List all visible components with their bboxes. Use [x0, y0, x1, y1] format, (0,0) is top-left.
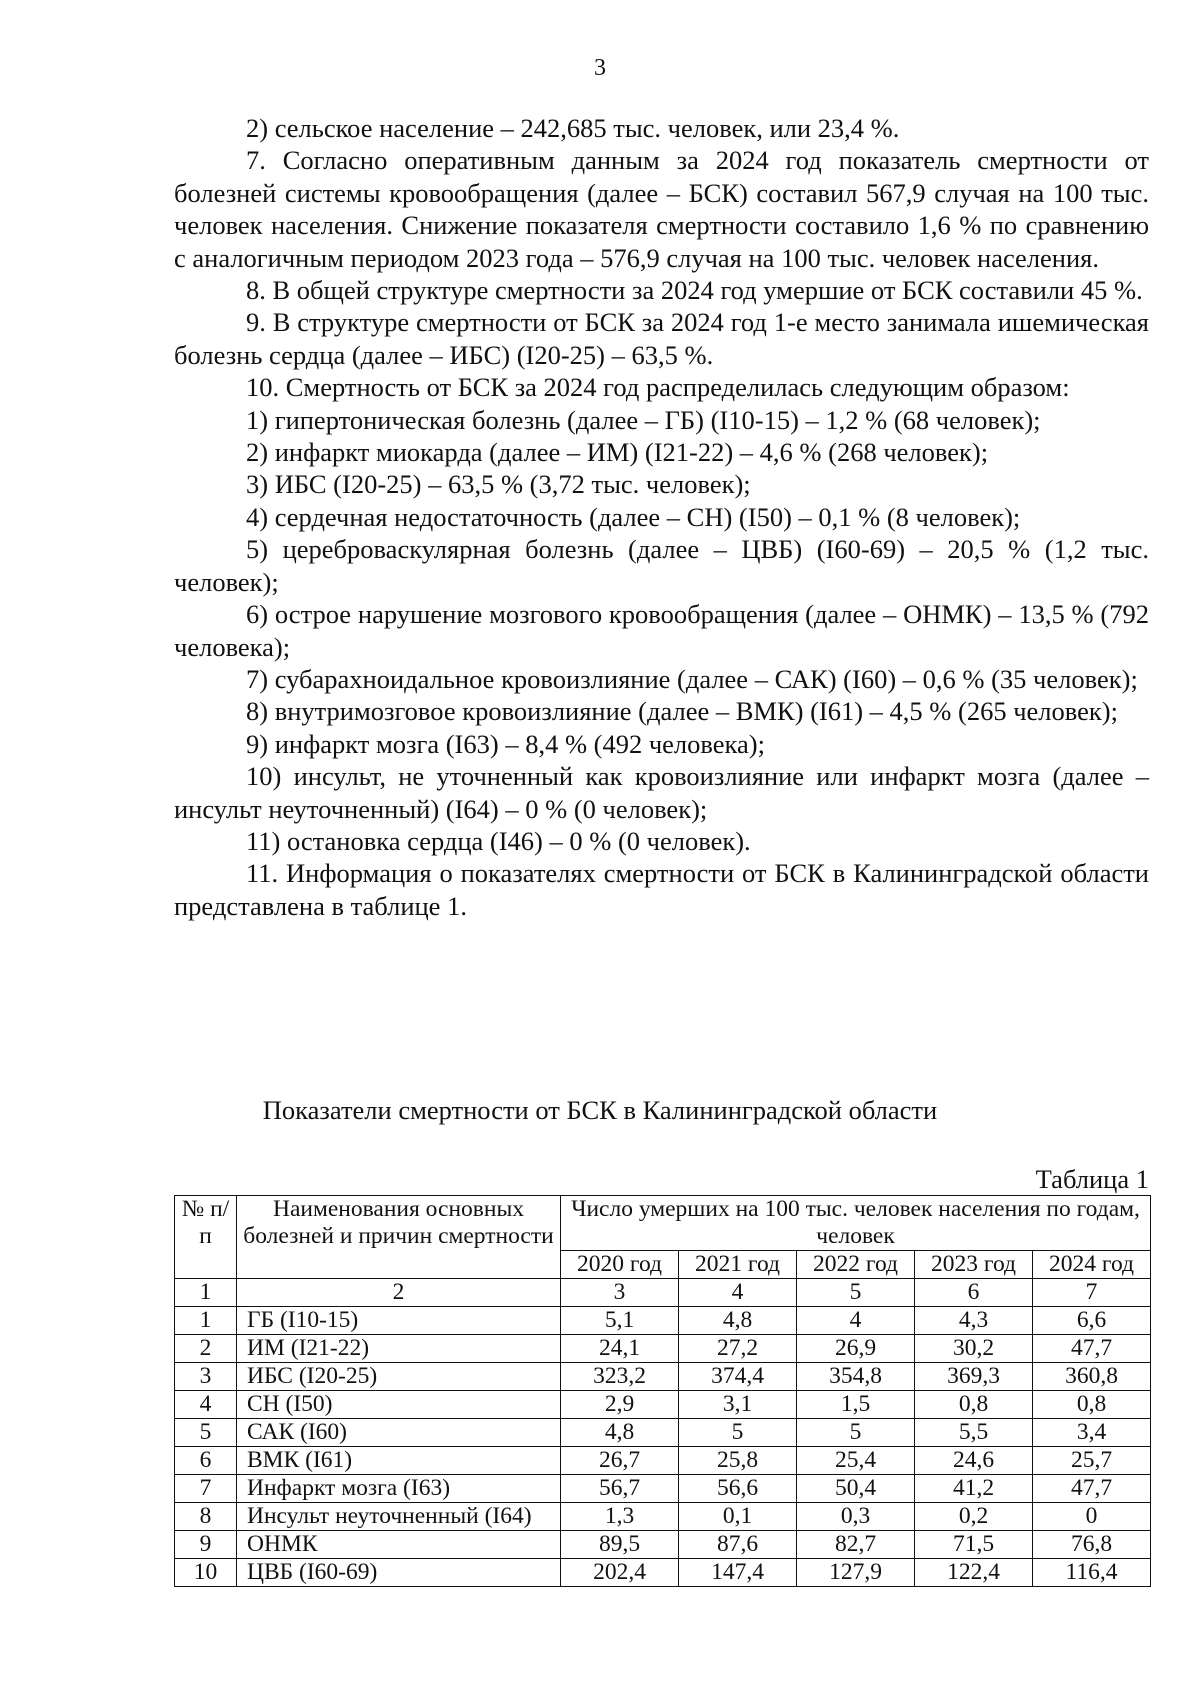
row-name: ОНМК — [237, 1531, 561, 1559]
row-value: 116,4 — [1033, 1559, 1151, 1587]
header-year: 2024 год — [1033, 1251, 1151, 1279]
table-label: Таблица 1 — [1035, 1164, 1149, 1194]
header-year: 2022 год — [797, 1251, 915, 1279]
table-row — [175, 1559, 1151, 1587]
row-value: 5,5 — [915, 1419, 1033, 1447]
row-value: 4,3 — [915, 1307, 1033, 1335]
list-item-10: 10) инсульт, не уточненный как кровоизлияние или инфаркт мозга (далее – инсульт неуточненный) (I64) – 0 % (0 человек); — [174, 761, 1149, 824]
header-year: 2020 год — [561, 1251, 679, 1279]
paragraph-7: 7. Согласно оперативным данным за 2024 год показатель смертности от болезней системы кровообращения (далее – БСК) составил 567,9 случая на 100 тыс. человек населения. Снижение показателя смертности составило 1,6 % по сравнению с аналогичным периодом 2023 года – 576,9 случая на 100 тыс. человек населения. — [174, 145, 1149, 273]
column-number: 5 — [797, 1279, 915, 1307]
row-name: ИБС (I20-25) — [237, 1363, 561, 1391]
row-name: СН (I50) — [237, 1391, 561, 1419]
row-value: 87,6 — [679, 1531, 797, 1559]
table-row — [175, 1307, 1151, 1335]
list-item-4: 4) сердечная недостаточность (далее – СН) (I50) – 0,1 % (8 человек); — [246, 501, 1021, 532]
column-number: 4 — [679, 1279, 797, 1307]
row-value: 0,8 — [915, 1391, 1033, 1419]
table-row — [175, 1335, 1151, 1363]
row-value: 2,9 — [561, 1391, 679, 1419]
row-number: 2 — [175, 1335, 237, 1363]
row-value: 5 — [797, 1419, 915, 1447]
table-row — [175, 1447, 1151, 1475]
header-num: № п/п — [175, 1196, 237, 1279]
row-name: ЦВБ (I60-69) — [237, 1559, 561, 1587]
column-number: 3 — [561, 1279, 679, 1307]
row-value: 4 — [797, 1307, 915, 1335]
list-item-9: 9) инфаркт мозга (I63) – 8,4 % (492 человека); — [246, 728, 765, 759]
list-item-1: 1) гипертоническая болезнь (далее – ГБ) (I10-15) – 1,2 % (68 человек); — [246, 404, 1041, 435]
row-value: 47,7 — [1033, 1475, 1151, 1503]
row-value: 5 — [679, 1419, 797, 1447]
list-item-5: 5) цереброваскулярная болезнь (далее – ЦВБ) (I60-69) – 20,5 % (1,2 тыс. человек); — [174, 534, 1149, 597]
row-number: 5 — [175, 1419, 237, 1447]
row-value: 4,8 — [679, 1307, 797, 1335]
row-value: 5,1 — [561, 1307, 679, 1335]
row-value: 56,7 — [561, 1475, 679, 1503]
row-value: 369,3 — [915, 1363, 1033, 1391]
row-value: 82,7 — [797, 1531, 915, 1559]
table-row — [175, 1363, 1151, 1391]
table-row — [175, 1419, 1151, 1447]
row-value: 0,1 — [679, 1503, 797, 1531]
row-value: 127,9 — [797, 1559, 915, 1587]
table-row — [175, 1391, 1151, 1419]
row-value: 202,4 — [561, 1559, 679, 1587]
row-value: 6,6 — [1033, 1307, 1151, 1335]
row-value: 89,5 — [561, 1531, 679, 1559]
row-value: 354,8 — [797, 1363, 915, 1391]
row-number: 10 — [175, 1559, 237, 1587]
column-number: 1 — [175, 1279, 237, 1307]
row-value: 122,4 — [915, 1559, 1033, 1587]
row-value: 24,1 — [561, 1335, 679, 1363]
header-group: Число умерших на 100 тыс. человек населения по годам, человек — [561, 1196, 1151, 1251]
table-body — [175, 1279, 1151, 1587]
row-value: 41,2 — [915, 1475, 1033, 1503]
header-year: 2023 год — [915, 1251, 1033, 1279]
row-number: 1 — [175, 1307, 237, 1335]
row-value: 3,4 — [1033, 1419, 1151, 1447]
row-value: 50,4 — [797, 1475, 915, 1503]
row-value: 1,5 — [797, 1391, 915, 1419]
row-value: 26,7 — [561, 1447, 679, 1475]
table-row — [175, 1475, 1151, 1503]
row-value: 30,2 — [915, 1335, 1033, 1363]
row-number: 3 — [175, 1363, 237, 1391]
row-value: 323,2 — [561, 1363, 679, 1391]
row-value: 71,5 — [915, 1531, 1033, 1559]
row-value: 76,8 — [1033, 1531, 1151, 1559]
row-name: Инсульт неуточненный (I64) — [237, 1503, 561, 1531]
paragraph-11: 11. Информация о показателях смертности от БСК в Калининградской области представлена в таблице 1. — [174, 858, 1149, 921]
list-item-7: 7) субарахноидальное кровоизлияние (далее – САК) (I60) – 0,6 % (35 человек); — [246, 663, 1138, 694]
row-name: ВМК (I61) — [237, 1447, 561, 1475]
row-number: 7 — [175, 1475, 237, 1503]
row-value: 25,8 — [679, 1447, 797, 1475]
list-item-8: 8) внутримозговое кровоизлияние (далее – ВМК) (I61) – 4,5 % (265 человек); — [246, 696, 1118, 727]
row-name: ГБ (I10-15) — [237, 1307, 561, 1335]
header-row — [175, 1196, 1151, 1251]
row-name: Инфаркт мозга (I63) — [237, 1475, 561, 1503]
row-name: САК (I60) — [237, 1419, 561, 1447]
header-year: 2021 год — [679, 1251, 797, 1279]
paragraph-rural-population: 2) сельское население – 242,685 тыс. человек, или 23,4 %. — [246, 113, 900, 143]
list-item-6: 6) острое нарушение мозгового кровообращения (далее – ОНМК) – 13,5 % (792 человека); — [174, 599, 1149, 662]
table-row — [175, 1503, 1151, 1531]
row-number: 9 — [175, 1531, 237, 1559]
row-number: 6 — [175, 1447, 237, 1475]
row-value: 0 — [1033, 1503, 1151, 1531]
row-value: 0,8 — [1033, 1391, 1151, 1419]
mortality-table — [174, 1195, 1151, 1587]
column-number: 2 — [237, 1279, 561, 1307]
row-value: 374,4 — [679, 1363, 797, 1391]
row-value: 26,9 — [797, 1335, 915, 1363]
paragraph-8: 8. В общей структуре смертности за 2024 год умершие от БСК составили 45 %. — [246, 275, 1143, 306]
row-value: 147,4 — [679, 1559, 797, 1587]
table-title: Показатели смертности от БСК в Калининградской области — [262, 1095, 938, 1125]
row-number: 4 — [175, 1391, 237, 1419]
row-value: 1,3 — [561, 1503, 679, 1531]
row-number: 8 — [175, 1503, 237, 1531]
paragraph-9: 9. В структуре смертности от БСК за 2024 год 1-е место занимала ишемическая болезнь сердца (далее – ИБС) (I20-25) – 63,5 %. — [174, 307, 1149, 370]
row-value: 25,7 — [1033, 1447, 1151, 1475]
row-value: 0,3 — [797, 1503, 915, 1531]
row-value: 4,8 — [561, 1419, 679, 1447]
page-number: 3 — [594, 55, 606, 81]
row-value: 360,8 — [1033, 1363, 1151, 1391]
row-value: 47,7 — [1033, 1335, 1151, 1363]
row-name: ИМ (I21-22) — [237, 1335, 561, 1363]
row-value: 56,6 — [679, 1475, 797, 1503]
row-value: 24,6 — [915, 1447, 1033, 1475]
row-value: 3,1 — [679, 1391, 797, 1419]
row-value: 27,2 — [679, 1335, 797, 1363]
column-number-row — [175, 1279, 1151, 1307]
list-item-11: 11) остановка сердца (I46) – 0 % (0 человек). — [246, 825, 751, 856]
column-number: 6 — [915, 1279, 1033, 1307]
table-row — [175, 1531, 1151, 1559]
row-value: 25,4 — [797, 1447, 915, 1475]
header-name: Наименования основных болезней и причин смертности — [237, 1196, 561, 1279]
list-item-3: 3) ИБС (I20-25) – 63,5 % (3,72 тыс. человек); — [246, 469, 751, 500]
row-value: 0,2 — [915, 1503, 1033, 1531]
body-text — [174, 112, 1149, 922]
column-number: 7 — [1033, 1279, 1151, 1307]
list-item-2: 2) инфаркт миокарда (далее – ИМ) (I21-22) – 4,6 % (268 человек); — [246, 437, 989, 468]
paragraph-10: 10. Смертность от БСК за 2024 год распределилась следующим образом: — [246, 372, 1070, 403]
